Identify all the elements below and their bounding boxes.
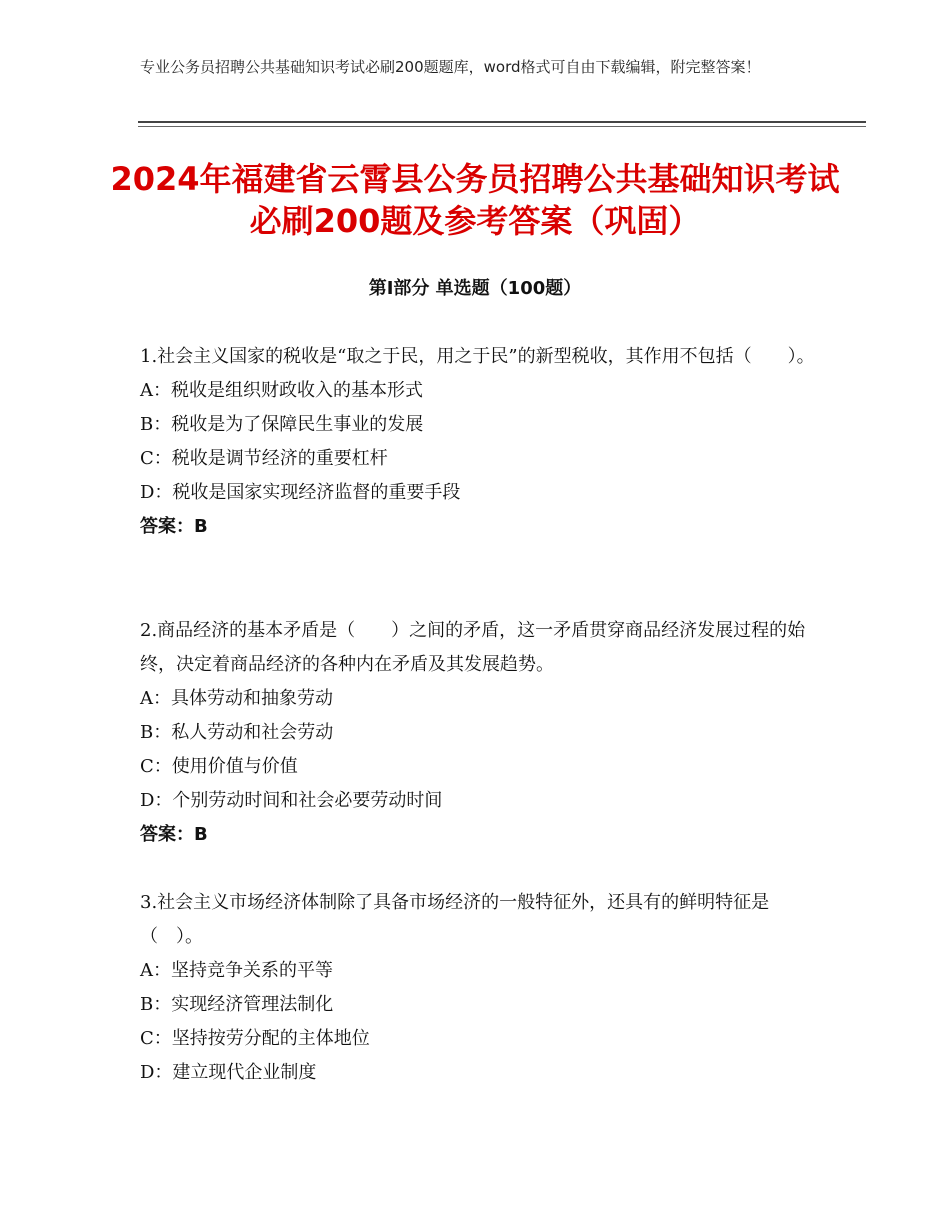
header-rule-thick bbox=[138, 121, 866, 123]
document-title: 2024年福建省云霄县公务员招聘公共基础知识考试必刷200题及参考答案（巩固） bbox=[110, 160, 840, 240]
answer-label: 答案：B bbox=[140, 824, 208, 845]
question-stem: 1.社会主义国家的税收是“取之于民，用之于民”的新型税收，其作用不包括（ ）。 bbox=[140, 346, 815, 367]
question-2 bbox=[140, 614, 820, 852]
option-c: C：使用价值与价值 bbox=[140, 756, 298, 777]
option-a: A：坚持竞争关系的平等 bbox=[140, 960, 333, 981]
option-b: B：税收是为了保障民生事业的发展 bbox=[140, 414, 424, 435]
option-a: A：税收是组织财政收入的基本形式 bbox=[140, 380, 423, 401]
option-b: B：实现经济管理法制化 bbox=[140, 994, 334, 1015]
section-title: 第Ⅰ部分 单选题（100题） bbox=[368, 278, 582, 299]
question-stem: 2.商品经济的基本矛盾是（ ）之间的矛盾，这一矛盾贯穿商品经济发展过程的始终，决定着商品经济的各种内在矛盾及其发展趋势。 bbox=[140, 620, 806, 675]
option-d: D：建立现代企业制度 bbox=[140, 1062, 317, 1083]
option-a: A：具体劳动和抽象劳动 bbox=[140, 688, 333, 709]
option-c: C：坚持按劳分配的主体地位 bbox=[140, 1028, 370, 1049]
option-c: C：税收是调节经济的重要杠杆 bbox=[140, 448, 388, 469]
header-note: 专业公务员招聘公共基础知识考试必刷200题题库，word格式可自由下载编辑，附完整答案！ bbox=[140, 58, 761, 76]
option-d: D：个别劳动时间和社会必要劳动时间 bbox=[140, 790, 443, 811]
answer-label: 答案：B bbox=[140, 516, 208, 537]
question-3 bbox=[140, 886, 820, 1090]
header-rule-thin bbox=[138, 126, 866, 127]
question-stem: 3.社会主义市场经济体制除了具备市场经济的一般特征外，还具有的鲜明特征是（ ）。 bbox=[140, 892, 770, 947]
option-d: D：税收是国家实现经济监督的重要手段 bbox=[140, 482, 461, 503]
option-b: B：私人劳动和社会劳动 bbox=[140, 722, 334, 743]
question-1 bbox=[140, 340, 820, 544]
